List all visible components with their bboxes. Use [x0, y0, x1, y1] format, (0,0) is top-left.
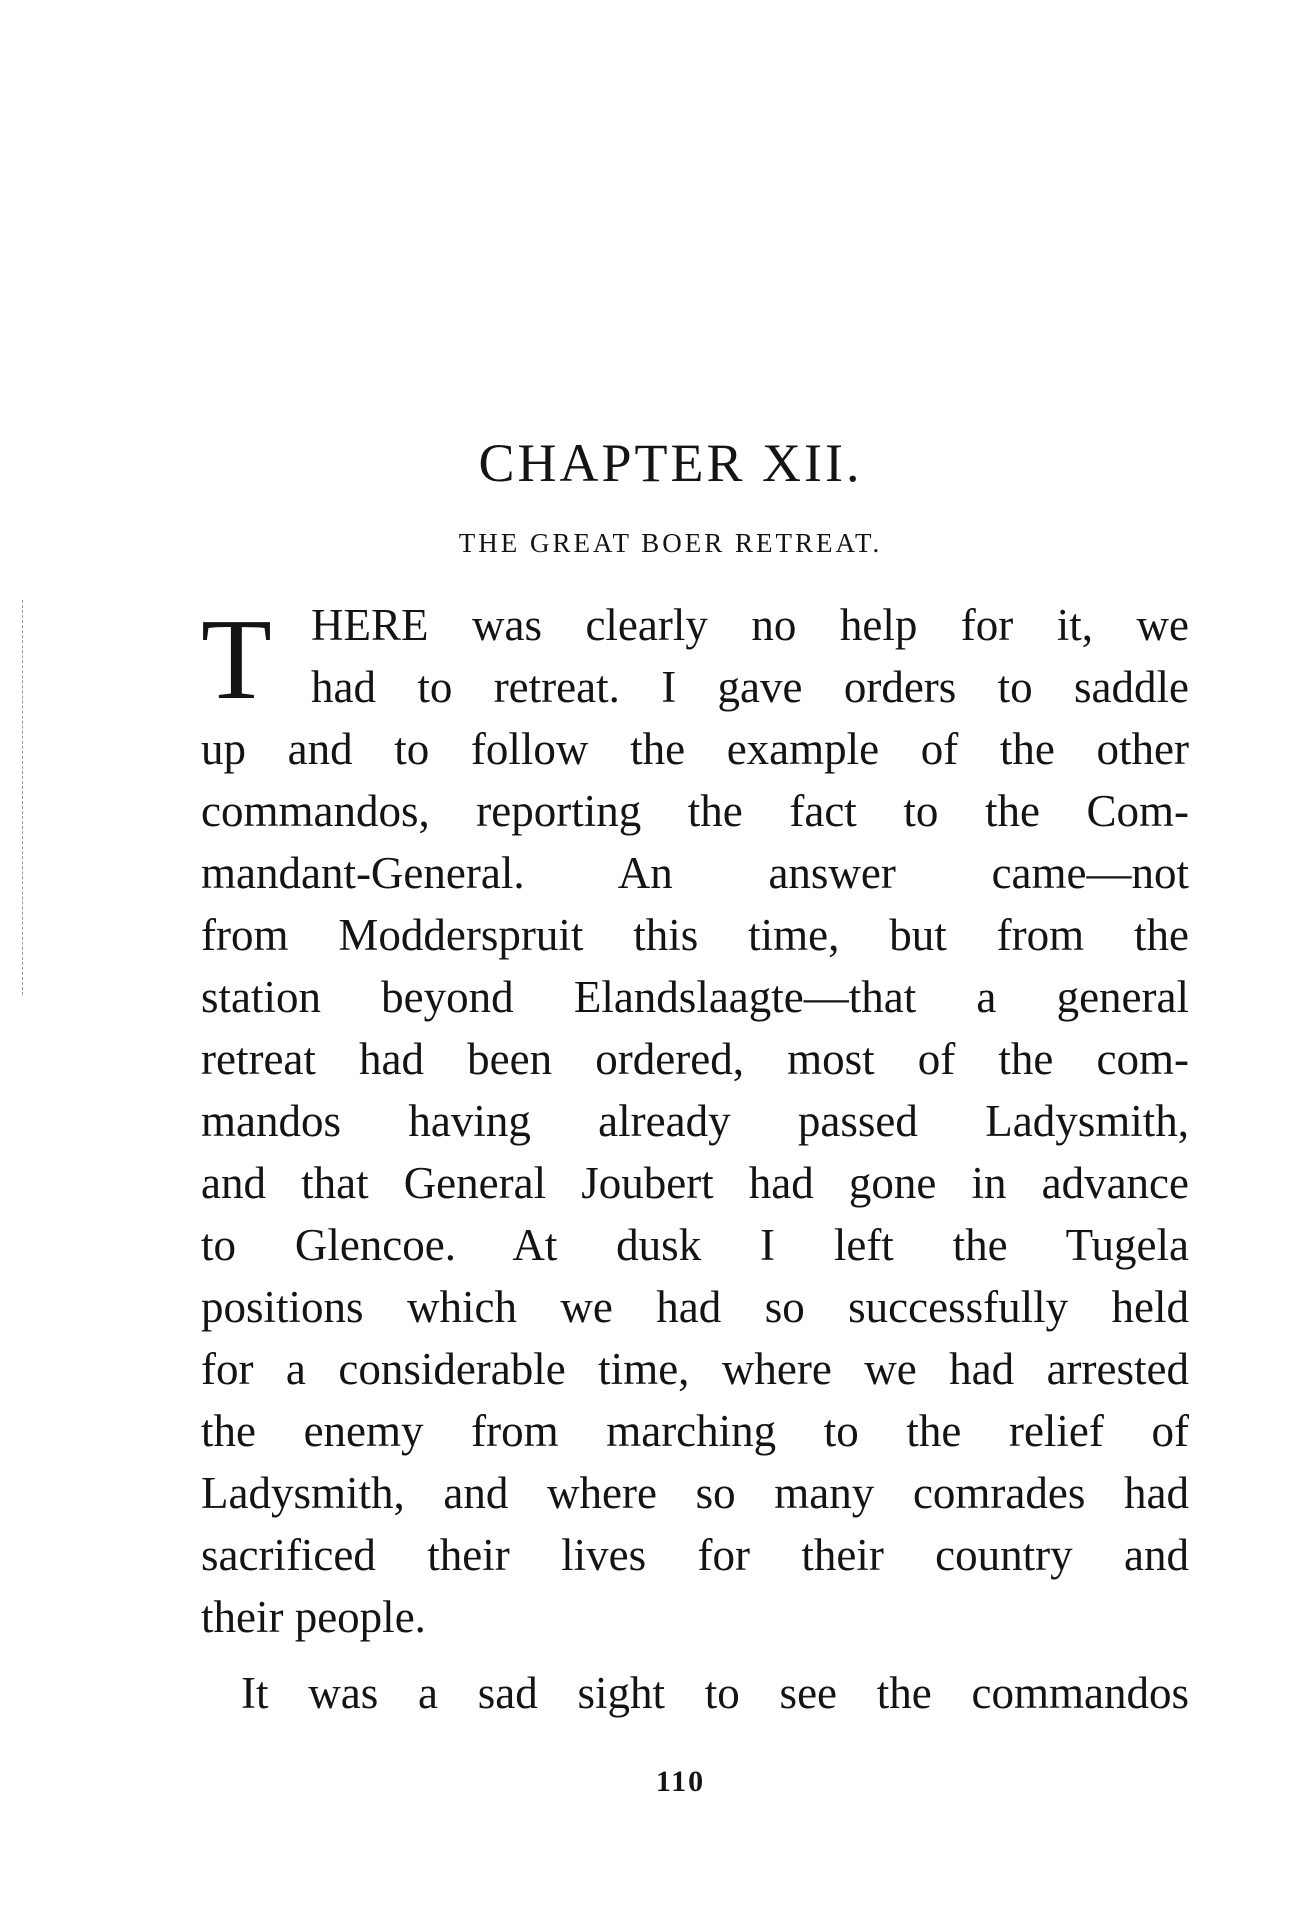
text-line: mandos having already passed Ladysmith, — [201, 1096, 1189, 1146]
text-line: HERE was clearly no help for it, we — [311, 600, 1189, 650]
text-line: mandant-General. An answer came—not — [201, 848, 1189, 898]
binding-edge-marks — [22, 600, 25, 995]
text-line: It was a sad sight to see the commandos — [241, 1668, 1189, 1718]
text-line: and that General Joubert had gone in advance — [201, 1158, 1189, 1208]
text-line: up and to follow the example of the other — [201, 724, 1189, 774]
text-line: positions which we had so successfully held — [201, 1282, 1189, 1332]
text-line: Ladysmith, and where so many comrades had — [201, 1468, 1189, 1518]
text-line: sacrificed their lives for their country and — [201, 1530, 1189, 1580]
text-line: commandos, reporting the fact to the Com- — [201, 786, 1189, 836]
paragraph-2 — [201, 1662, 1189, 1724]
text-line: to Glencoe. At dusk I left the Tugela — [201, 1220, 1189, 1270]
text-line: had to retreat. I gave orders to saddle — [311, 662, 1189, 712]
paragraph-1 — [201, 594, 1189, 1648]
chapter-title: CHAPTER XII. — [478, 433, 863, 493]
page-number: 110 — [655, 1765, 706, 1798]
text-line: for a considerable time, where we had arrested — [201, 1344, 1189, 1394]
text-line: retreat had been ordered, most of the com- — [201, 1034, 1189, 1084]
text-line: the enemy from marching to the relief of — [201, 1406, 1189, 1456]
text-line: from Modderspruit this time, but from the — [201, 910, 1189, 960]
text-line: their people. — [201, 1592, 426, 1642]
text-line: station beyond Elandslaagte—that a general — [201, 972, 1189, 1022]
body-text — [201, 594, 1189, 1724]
drop-cap: T — [201, 596, 272, 724]
chapter-subtitle: THE GREAT BOER RETREAT. — [458, 528, 883, 558]
